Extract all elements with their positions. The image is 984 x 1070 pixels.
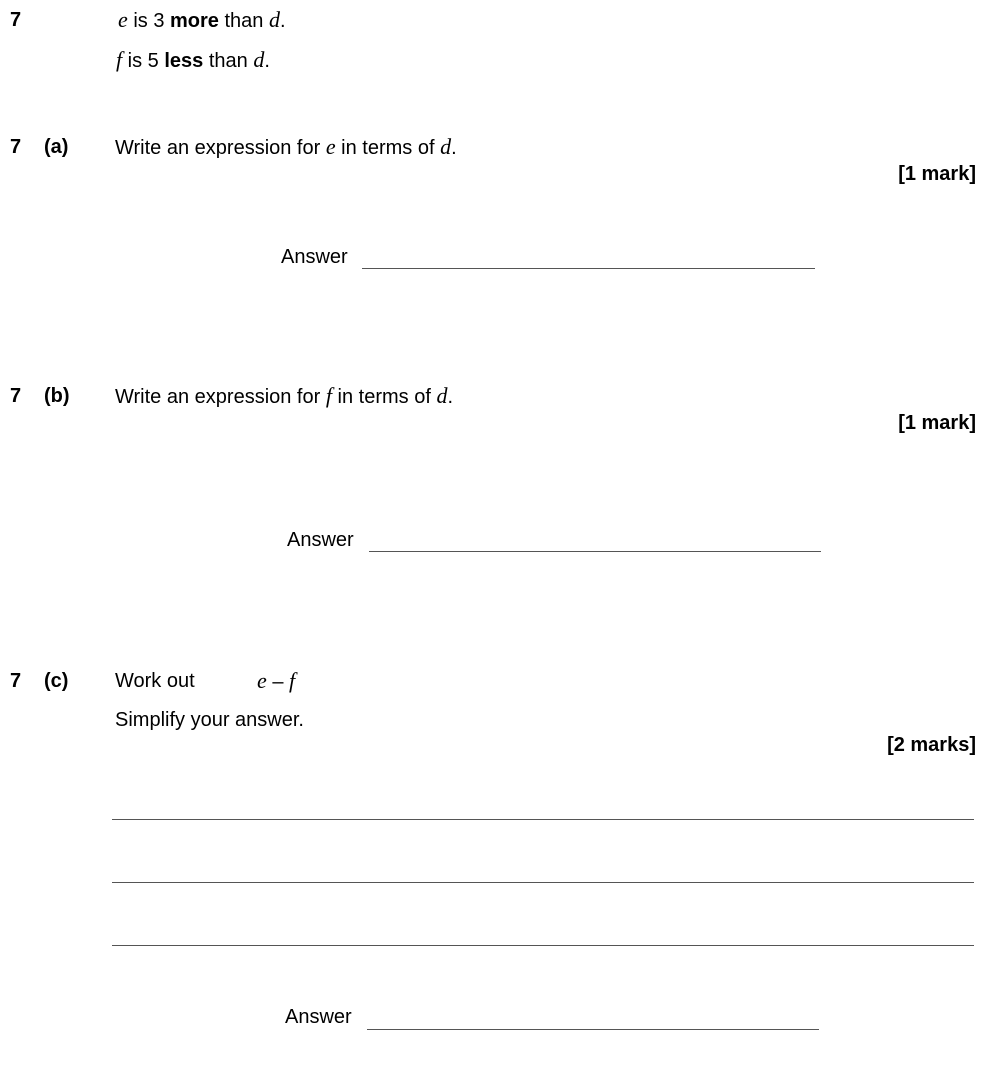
var-d: d [436,383,448,408]
part-c-work-out: Work out [115,670,195,692]
var-f: f [289,668,296,693]
part-a-marks: [1 mark] [898,163,976,185]
part-c-answer-label: Answer [285,1006,352,1028]
part-b-marks: [1 mark] [898,412,976,434]
part-b-number: 7 [10,385,22,407]
working-line-1[interactable] [112,819,974,820]
question-number: 7 [10,9,22,31]
part-a-answer-line[interactable] [362,268,815,269]
working-line-3[interactable] [112,945,974,946]
part-a-question: Write an expression for e in terms of d. [115,134,457,159]
part-b-answer-label: Answer [287,529,354,551]
emphasis-less: less [164,50,204,72]
var-d: d [440,134,452,159]
var-d: d [253,47,265,72]
var-f: f [325,383,332,408]
part-a-number: 7 [10,136,22,158]
part-b-answer-line[interactable] [369,551,821,552]
var-f: f [116,47,123,72]
part-c-marks: [2 marks] [887,734,976,756]
part-c-label: (c) [44,670,69,692]
var-d: d [268,7,280,32]
part-b-label: (b) [44,385,70,407]
part-c-answer-line[interactable] [367,1029,819,1030]
part-a-label: (a) [44,136,69,158]
var-e: e [118,7,128,32]
stem-line-2: f is 5 less than d. [116,47,270,72]
var-e: e [325,134,336,159]
stem-line-1: e is 3 more than d. [118,7,286,32]
var-e: e [257,668,267,693]
working-line-2[interactable] [112,882,974,883]
minus-sign: – [266,671,290,693]
part-c-expression [257,669,295,694]
part-c-number: 7 [10,670,22,692]
part-a-answer-label: Answer [281,246,348,268]
emphasis-more: more [170,10,219,32]
part-b-question: Write an expression for f in terms of d. [115,383,454,408]
part-c-instruction: Simplify your answer. [115,709,304,731]
